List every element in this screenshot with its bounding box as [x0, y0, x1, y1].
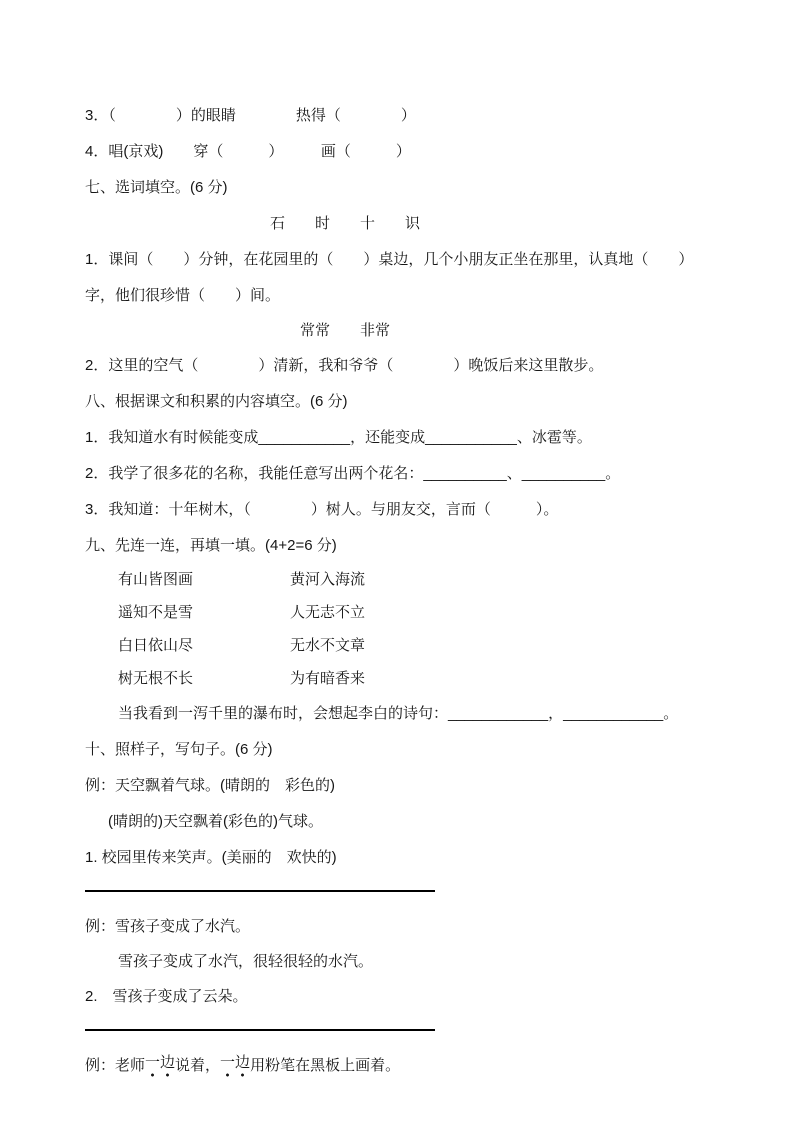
question-item-4 — [85, 132, 733, 168]
match-pair-right: 为有暗香来 — [290, 670, 366, 687]
section-10-example-1-line-2 — [85, 802, 733, 838]
match-pair-right: 人无志不立 — [290, 604, 366, 621]
match-pair-right: 无水不文章 — [290, 637, 366, 654]
match-pair-left: 遥知不是雪 — [118, 604, 194, 621]
answer-rule-row — [85, 1013, 733, 1047]
section-9-fill-line — [85, 694, 733, 730]
section-8-title — [85, 382, 733, 418]
answer-rule-row — [85, 874, 733, 908]
section-7-q2-text: 2．这里的空气（ ）清新，我和爷爷（ ）晚饭后来这里散步。 — [85, 356, 604, 374]
match-pair-row — [85, 562, 733, 595]
section-10-example-1-line-1 — [85, 766, 733, 802]
example-2-line-1-text: 例：雪孩子变成了水汽。 — [85, 918, 251, 935]
example-3-emphasized-word: 一边 — [220, 1051, 250, 1078]
example-3-seg4: 用粉笔在黑板上画着。 — [250, 1057, 401, 1074]
section-10-example-3 — [85, 1047, 733, 1082]
section-10-example-2-line-2 — [85, 943, 733, 978]
section-7-title — [85, 168, 733, 204]
question-item-3 — [85, 96, 733, 132]
section-8-q3-text: 3．我知道：十年树木，（ ）树人。与朋友交，言而（ ）。 — [85, 500, 559, 518]
section-7-q1-line2-text: 字，他们很珍惜（ ）间。 — [85, 286, 281, 304]
match-pair-row — [85, 595, 733, 628]
question-item-3-text: 3．（ ）的眼睛 热得（ ） — [85, 106, 416, 124]
section-8-question-2 — [85, 454, 733, 490]
section-10-question-1 — [85, 838, 733, 874]
section-10-example-2-line-1 — [85, 908, 733, 943]
section-9-title-text: 九、先连一连，再填一填。(4+2=6 分) — [85, 536, 337, 554]
section-7-q1-line1-text: 1．课间（ ）分钟，在花园里的（ ）桌边，几个小朋友正坐在那里，认真地（ ） — [85, 250, 694, 268]
match-pair-row — [85, 628, 733, 661]
match-pair-left: 有山皆图画 — [118, 571, 194, 588]
match-pair-left: 树无根不长 — [118, 670, 194, 687]
section-7-question-1-line-1 — [85, 240, 733, 276]
match-pair-row — [85, 661, 733, 694]
example-1-line-2-text: (晴朗的)天空飘着(彩色的)气球。 — [108, 812, 323, 830]
example-1-line-1-text: 例：天空飘着气球。(晴朗的 彩色的) — [85, 776, 335, 794]
example-3-seg2: 说着， — [175, 1057, 221, 1074]
section-10-title — [85, 730, 733, 766]
example-2-line-2-text: 雪孩子变成了水汽，很轻很轻的水汽。 — [118, 953, 374, 970]
section-7-word-bank-1 — [85, 204, 605, 240]
section-8-question-1 — [85, 418, 733, 454]
word-bank-1-text: 石 时 十 识 — [269, 214, 420, 232]
section-8-q1-text: 1．我知道水有时候能变成___________，还能变成___________、冰雹等。 — [85, 428, 592, 446]
section-7-word-bank-2 — [85, 312, 605, 346]
section-10-q2-text: 2. 雪孩子变成了云朵。 — [85, 988, 248, 1005]
section-8-question-3 — [85, 490, 733, 526]
answer-writing-line — [85, 890, 435, 892]
section-7-title-text: 七、选词填空。(6 分) — [85, 178, 228, 196]
section-7-question-2 — [85, 346, 733, 382]
section-8-title-text: 八、根据课文和积累的内容填空。(6 分) — [85, 392, 348, 410]
match-pair-left: 白日依山尽 — [118, 637, 194, 654]
example-3-seg0: 例：老师 — [85, 1057, 146, 1074]
question-item-4-text: 4．唱(京戏) 穿（ ） 画（ ） — [85, 142, 411, 160]
match-pair-right: 黄河入海流 — [290, 571, 366, 588]
section-10-question-2 — [85, 978, 733, 1013]
answer-writing-line — [85, 1029, 435, 1031]
section-9-fill-text: 当我看到一泻千里的瀑布时，会想起李白的诗句：____________，____________。 — [118, 704, 679, 722]
section-9-title — [85, 526, 733, 562]
section-10-q1-text: 1. 校园里传来笑声。(美丽的 欢快的) — [85, 848, 337, 866]
section-10-title-text: 十、照样子，写句子。(6 分) — [85, 740, 273, 758]
section-7-question-1-line-2 — [85, 276, 733, 312]
section-8-q2-text: 2．我学了很多花的名称，我能任意写出两个花名：__________、__________。 — [85, 464, 621, 482]
word-bank-2-text: 常常 非常 — [299, 321, 390, 339]
example-3-emphasized-word: 一边 — [145, 1051, 175, 1078]
